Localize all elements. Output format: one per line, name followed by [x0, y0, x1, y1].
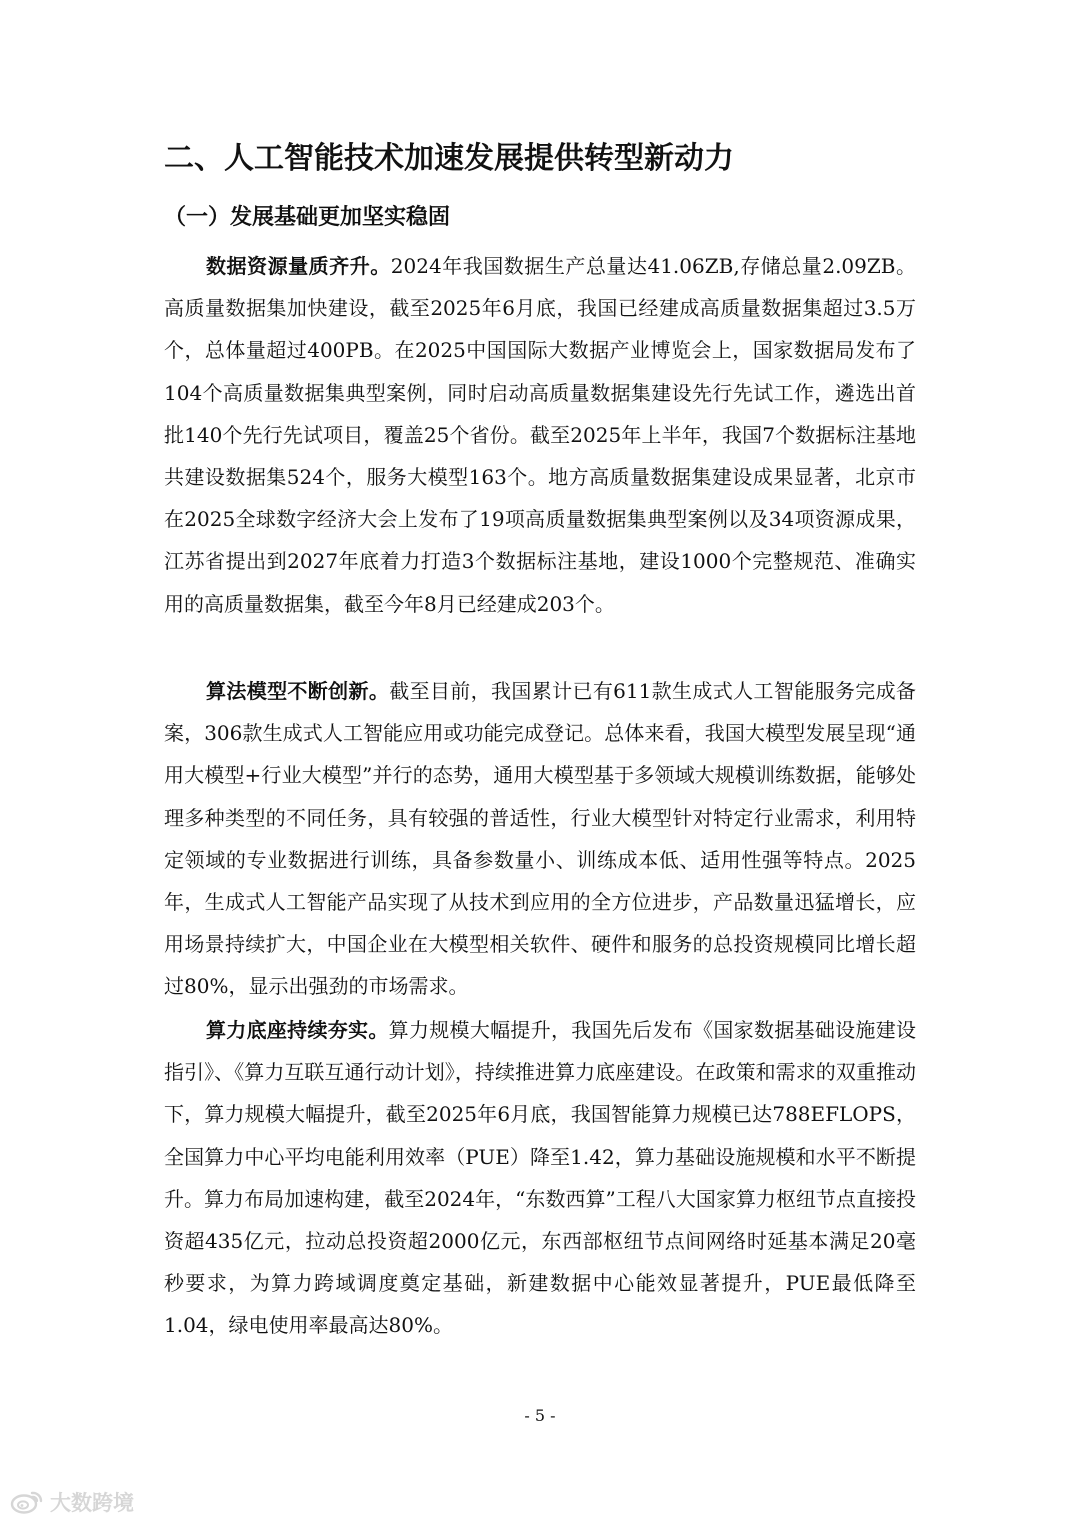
page-number: - 5 -	[524, 1406, 556, 1425]
watermark-text: 大数跨境	[50, 1491, 134, 1515]
paragraph-body: 截至目前，我国累计已有611款生成式人工智能服务完成备案，306款生成式人工智能应用或功能完成登记。总体来看，我国大模型发展呈现“通用大模型+行业大模型”并行的态势，通用大模型基于多领域大规模训练数据，能够处理多种类型的不同任务，具有较强的普适性，行业大模型针对特定行业需求，利用特定领域的专业数据进行训练，具备参数量小、训练成本低、适用性强等特点。2025年，生成式人工智能产品实现了从技术到应用的全方位进步，产品数量迅猛增长，应用场景持续扩大，中国企业在大模型相关软件、硬件和服务的总投资规模同比增长超过80%，显示出强劲的市场需求。	[164, 679, 916, 999]
paragraph-data-resources	[164, 245, 916, 625]
paragraph-compute-base	[164, 1009, 916, 1347]
paragraph-body: 2024年我国数据生产总量达41.06ZB,存储总量2.09ZB。高质量数据集加快建设，截至2025年6月底，我国已经建成高质量数据集超过3.5万个，总体量超过400PB。在2025中国国际大数据产业博览会上，国家数据局发布了104个高质量数据集典型案例，同时启动高质量数据集建设先行先试工作，遴选出首批140个先行先试项目，覆盖25个省份。截至2025年上半年，我国7个数据标注基地共建设数据集524个，服务大模型163个。地方高质量数据集建设成果显著，北京市在2025全球数字经济大会上发布了19项高质量数据集典型案例以及34项资源成果，江苏省提出到2027年底着力打造3个数据标注基地，建设1000个完整规范、准确实用的高质量数据集，截至今年8月已经建成203个。	[164, 254, 916, 616]
weibo-icon	[10, 1489, 44, 1515]
section-heading: 二、人工智能技术加速发展提供转型新动力	[164, 141, 734, 176]
paragraph-algorithm-models	[164, 670, 916, 1008]
watermark	[10, 1488, 134, 1516]
paragraph-lead: 算力底座持续夯实。	[206, 1018, 389, 1042]
subsection-heading: （一）发展基础更加坚实稳固	[164, 205, 451, 230]
paragraph-lead: 数据资源量质齐升。	[206, 254, 391, 278]
paragraph-body: 算力规模大幅提升，我国先后发布《国家数据基础设施建设指引》、《算力互联互通行动计划》，持续推进算力底座建设。在政策和需求的双重推动下，算力规模大幅提升，截至2025年6月底，我国智能算力规模已达788EFLOPS，全国算力中心平均电能利用效率（PUE）降至1.42，算力基础设施规模和水平不断提升。算力布局加速构建，截至2024年，“东数西算”工程八大国家算力枢纽节点直接投资超435亿元，拉动总投资超2000亿元，东西部枢纽节点间网络时延基本满足20毫秒要求，为算力跨域调度奠定基础，新建数据中心能效显著提升，PUE最低降至1.04，绿电使用率最高达80%。	[164, 1018, 917, 1338]
paragraph-lead: 算法模型不断创新。	[206, 679, 390, 703]
